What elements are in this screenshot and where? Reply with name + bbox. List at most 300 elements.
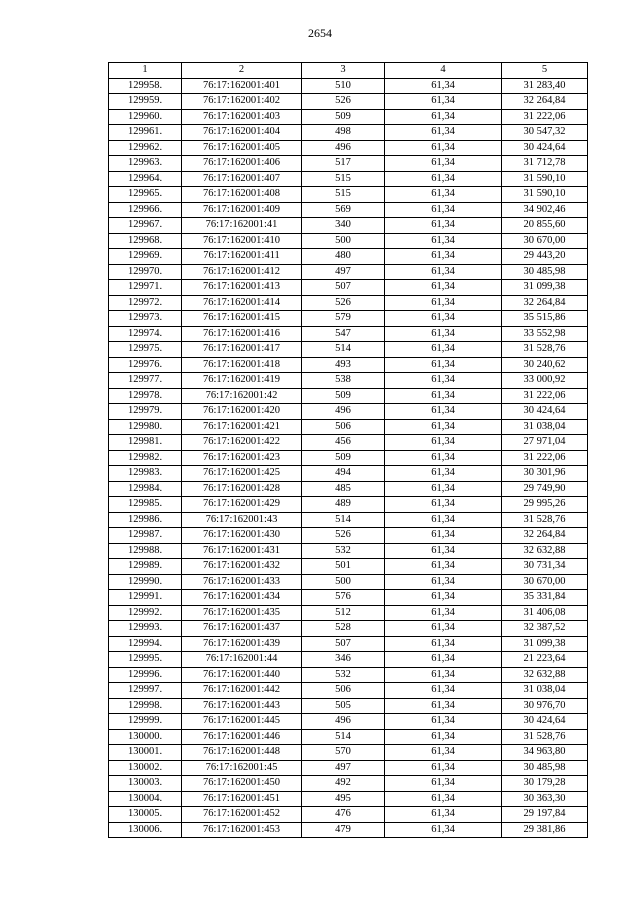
header-cell-2: 2: [182, 63, 302, 79]
cadastral-number-cell: 76:17:162001:408: [182, 187, 302, 203]
cadastral-number-cell: 76:17:162001:434: [182, 590, 302, 606]
table-row: [109, 295, 588, 311]
header-cell-5: 5: [502, 63, 588, 79]
row-number-cell: 130002.: [109, 760, 182, 776]
amount-cell: 29 443,20: [502, 249, 588, 265]
table-row: [109, 373, 588, 389]
cadastral-number-cell: 76:17:162001:453: [182, 822, 302, 838]
row-number-cell: 129982.: [109, 450, 182, 466]
area-cell: 506: [302, 419, 385, 435]
area-cell: 569: [302, 202, 385, 218]
rate-cell: 61,34: [385, 202, 502, 218]
table-row: [109, 745, 588, 761]
amount-cell: 30 424,64: [502, 404, 588, 420]
row-number-cell: 129968.: [109, 233, 182, 249]
amount-cell: 21 223,64: [502, 652, 588, 668]
area-cell: 532: [302, 667, 385, 683]
area-cell: 509: [302, 388, 385, 404]
table-row: [109, 342, 588, 358]
row-number-cell: 129987.: [109, 528, 182, 544]
amount-cell: 33 000,92: [502, 373, 588, 389]
rate-cell: 61,34: [385, 311, 502, 327]
area-cell: 495: [302, 791, 385, 807]
row-number-cell: 129986.: [109, 512, 182, 528]
area-cell: 505: [302, 698, 385, 714]
amount-cell: 35 331,84: [502, 590, 588, 606]
row-number-cell: 129996.: [109, 667, 182, 683]
area-cell: 510: [302, 78, 385, 94]
cadastral-number-cell: 76:17:162001:445: [182, 714, 302, 730]
header-cell-4: 4: [385, 63, 502, 79]
rate-cell: 61,34: [385, 636, 502, 652]
page-number: 2654: [308, 26, 332, 40]
rate-cell: 61,34: [385, 156, 502, 172]
row-number-cell: 129959.: [109, 94, 182, 110]
table-row: [109, 497, 588, 513]
table-row: [109, 605, 588, 621]
cadastral-number-cell: 76:17:162001:42: [182, 388, 302, 404]
table-row: [109, 450, 588, 466]
row-number-cell: 129977.: [109, 373, 182, 389]
table-row: [109, 683, 588, 699]
cadastral-number-cell: 76:17:162001:409: [182, 202, 302, 218]
row-number-cell: 129965.: [109, 187, 182, 203]
rate-cell: 61,34: [385, 326, 502, 342]
header-row: [109, 63, 588, 79]
table-body: [109, 78, 588, 838]
row-number-cell: 129971.: [109, 280, 182, 296]
cadastral-number-cell: 76:17:162001:418: [182, 357, 302, 373]
rate-cell: 61,34: [385, 590, 502, 606]
table-row: [109, 543, 588, 559]
amount-cell: 20 855,60: [502, 218, 588, 234]
row-number-cell: 130001.: [109, 745, 182, 761]
amount-cell: 31 283,40: [502, 78, 588, 94]
area-cell: 514: [302, 512, 385, 528]
rate-cell: 61,34: [385, 140, 502, 156]
data-table: [108, 62, 588, 838]
amount-cell: 32 264,84: [502, 528, 588, 544]
rate-cell: 61,34: [385, 218, 502, 234]
table-row: [109, 311, 588, 327]
area-cell: 547: [302, 326, 385, 342]
amount-cell: 31 099,38: [502, 280, 588, 296]
rate-cell: 61,34: [385, 776, 502, 792]
row-number-cell: 129994.: [109, 636, 182, 652]
amount-cell: 33 552,98: [502, 326, 588, 342]
area-cell: 538: [302, 373, 385, 389]
cadastral-number-cell: 76:17:162001:43: [182, 512, 302, 528]
table-row: [109, 590, 588, 606]
rate-cell: 61,34: [385, 78, 502, 94]
area-cell: 514: [302, 729, 385, 745]
rate-cell: 61,34: [385, 683, 502, 699]
amount-cell: 30 670,00: [502, 233, 588, 249]
table-row: [109, 822, 588, 838]
cadastral-number-cell: 76:17:162001:401: [182, 78, 302, 94]
rate-cell: 61,34: [385, 373, 502, 389]
row-number-cell: 129981.: [109, 435, 182, 451]
row-number-cell: 129961.: [109, 125, 182, 141]
row-number-cell: 129985.: [109, 497, 182, 513]
table-row: [109, 233, 588, 249]
rate-cell: 61,34: [385, 822, 502, 838]
cadastral-number-cell: 76:17:162001:415: [182, 311, 302, 327]
cadastral-number-cell: 76:17:162001:442: [182, 683, 302, 699]
area-cell: 497: [302, 760, 385, 776]
cadastral-number-cell: 76:17:162001:402: [182, 94, 302, 110]
rate-cell: 61,34: [385, 187, 502, 203]
area-cell: 496: [302, 404, 385, 420]
row-number-cell: 129984.: [109, 481, 182, 497]
area-cell: 456: [302, 435, 385, 451]
row-number-cell: 129998.: [109, 698, 182, 714]
row-number-cell: 129991.: [109, 590, 182, 606]
row-number-cell: 129976.: [109, 357, 182, 373]
area-cell: 526: [302, 295, 385, 311]
area-cell: 506: [302, 683, 385, 699]
table-row: [109, 171, 588, 187]
rate-cell: 61,34: [385, 264, 502, 280]
amount-cell: 29 749,90: [502, 481, 588, 497]
rate-cell: 61,34: [385, 745, 502, 761]
cadastral-number-cell: 76:17:162001:448: [182, 745, 302, 761]
rate-cell: 61,34: [385, 621, 502, 637]
area-cell: 570: [302, 745, 385, 761]
table-row: [109, 481, 588, 497]
area-cell: 476: [302, 807, 385, 823]
amount-cell: 30 179,28: [502, 776, 588, 792]
area-cell: 496: [302, 714, 385, 730]
area-cell: 496: [302, 140, 385, 156]
row-number-cell: 129983.: [109, 466, 182, 482]
amount-cell: 32 387,52: [502, 621, 588, 637]
cadastral-number-cell: 76:17:162001:430: [182, 528, 302, 544]
row-number-cell: 130003.: [109, 776, 182, 792]
table-row: [109, 249, 588, 265]
rate-cell: 61,34: [385, 481, 502, 497]
rate-cell: 61,34: [385, 388, 502, 404]
rate-cell: 61,34: [385, 109, 502, 125]
amount-cell: 34 902,46: [502, 202, 588, 218]
cadastral-number-cell: 76:17:162001:414: [182, 295, 302, 311]
amount-cell: 30 485,98: [502, 760, 588, 776]
table-row: [109, 714, 588, 730]
table-row: [109, 621, 588, 637]
amount-cell: 31 590,10: [502, 187, 588, 203]
table-row: [109, 729, 588, 745]
table-row: [109, 528, 588, 544]
table-row: [109, 760, 588, 776]
area-cell: 514: [302, 342, 385, 358]
amount-cell: 31 099,38: [502, 636, 588, 652]
rate-cell: 61,34: [385, 791, 502, 807]
amount-cell: 31 528,76: [502, 729, 588, 745]
cadastral-number-cell: 76:17:162001:423: [182, 450, 302, 466]
area-cell: 526: [302, 94, 385, 110]
table-row: [109, 218, 588, 234]
rate-cell: 61,34: [385, 559, 502, 575]
row-number-cell: 129964.: [109, 171, 182, 187]
cadastral-number-cell: 76:17:162001:446: [182, 729, 302, 745]
table-row: [109, 264, 588, 280]
area-cell: 528: [302, 621, 385, 637]
rate-cell: 61,34: [385, 295, 502, 311]
cadastral-number-cell: 76:17:162001:439: [182, 636, 302, 652]
cadastral-number-cell: 76:17:162001:44: [182, 652, 302, 668]
rate-cell: 61,34: [385, 698, 502, 714]
area-cell: 509: [302, 450, 385, 466]
amount-cell: 30 363,30: [502, 791, 588, 807]
area-cell: 512: [302, 605, 385, 621]
amount-cell: 31 222,06: [502, 388, 588, 404]
amount-cell: 32 264,84: [502, 94, 588, 110]
row-number-cell: 129990.: [109, 574, 182, 590]
rate-cell: 61,34: [385, 729, 502, 745]
rate-cell: 61,34: [385, 543, 502, 559]
amount-cell: 29 197,84: [502, 807, 588, 823]
amount-cell: 30 547,32: [502, 125, 588, 141]
cadastral-number-cell: 76:17:162001:429: [182, 497, 302, 513]
rate-cell: 61,34: [385, 94, 502, 110]
row-number-cell: 129980.: [109, 419, 182, 435]
rate-cell: 61,34: [385, 667, 502, 683]
cadastral-number-cell: 76:17:162001:417: [182, 342, 302, 358]
cadastral-number-cell: 76:17:162001:440: [182, 667, 302, 683]
row-number-cell: 129958.: [109, 78, 182, 94]
rate-cell: 61,34: [385, 357, 502, 373]
table-row: [109, 559, 588, 575]
table-row: [109, 156, 588, 172]
cadastral-number-cell: 76:17:162001:419: [182, 373, 302, 389]
rate-cell: 61,34: [385, 807, 502, 823]
row-number-cell: 129966.: [109, 202, 182, 218]
amount-cell: 31 712,78: [502, 156, 588, 172]
cadastral-number-cell: 76:17:162001:422: [182, 435, 302, 451]
row-number-cell: 129962.: [109, 140, 182, 156]
rate-cell: 61,34: [385, 171, 502, 187]
rate-cell: 61,34: [385, 125, 502, 141]
area-cell: 532: [302, 543, 385, 559]
cadastral-number-cell: 76:17:162001:432: [182, 559, 302, 575]
table-row: [109, 776, 588, 792]
amount-cell: 31 222,06: [502, 109, 588, 125]
header-cell-1: 1: [109, 63, 182, 79]
amount-cell: 30 485,98: [502, 264, 588, 280]
row-number-cell: 129978.: [109, 388, 182, 404]
area-cell: 493: [302, 357, 385, 373]
rate-cell: 61,34: [385, 280, 502, 296]
row-number-cell: 130006.: [109, 822, 182, 838]
cadastral-number-cell: 76:17:162001:41: [182, 218, 302, 234]
amount-cell: 32 632,88: [502, 667, 588, 683]
amount-cell: 30 424,64: [502, 140, 588, 156]
cadastral-number-cell: 76:17:162001:433: [182, 574, 302, 590]
amount-cell: 30 424,64: [502, 714, 588, 730]
amount-cell: 31 590,10: [502, 171, 588, 187]
rate-cell: 61,34: [385, 528, 502, 544]
amount-cell: 31 406,08: [502, 605, 588, 621]
table-row: [109, 791, 588, 807]
cadastral-number-cell: 76:17:162001:412: [182, 264, 302, 280]
table-row: [109, 636, 588, 652]
cadastral-number-cell: 76:17:162001:435: [182, 605, 302, 621]
area-cell: 509: [302, 109, 385, 125]
row-number-cell: 129960.: [109, 109, 182, 125]
table-row: [109, 698, 588, 714]
table-header: [109, 63, 588, 79]
table-row: [109, 435, 588, 451]
rate-cell: 61,34: [385, 404, 502, 420]
table-row: [109, 574, 588, 590]
table-row: [109, 94, 588, 110]
amount-cell: 29 995,26: [502, 497, 588, 513]
row-number-cell: 129992.: [109, 605, 182, 621]
area-cell: 498: [302, 125, 385, 141]
cadastral-number-cell: 76:17:162001:416: [182, 326, 302, 342]
area-cell: 492: [302, 776, 385, 792]
area-cell: 517: [302, 156, 385, 172]
area-cell: 500: [302, 574, 385, 590]
rate-cell: 61,34: [385, 435, 502, 451]
header-cell-3: 3: [302, 63, 385, 79]
area-cell: 526: [302, 528, 385, 544]
cadastral-number-cell: 76:17:162001:437: [182, 621, 302, 637]
rate-cell: 61,34: [385, 419, 502, 435]
cadastral-number-cell: 76:17:162001:425: [182, 466, 302, 482]
rate-cell: 61,34: [385, 652, 502, 668]
row-number-cell: 129979.: [109, 404, 182, 420]
table-row: [109, 78, 588, 94]
row-number-cell: 129963.: [109, 156, 182, 172]
row-number-cell: 129969.: [109, 249, 182, 265]
row-number-cell: 129972.: [109, 295, 182, 311]
cadastral-number-cell: 76:17:162001:421: [182, 419, 302, 435]
table-row: [109, 652, 588, 668]
amount-cell: 30 240,62: [502, 357, 588, 373]
table-row: [109, 326, 588, 342]
row-number-cell: 130005.: [109, 807, 182, 823]
area-cell: 507: [302, 280, 385, 296]
area-cell: 479: [302, 822, 385, 838]
rate-cell: 61,34: [385, 574, 502, 590]
row-number-cell: 129974.: [109, 326, 182, 342]
table-row: [109, 140, 588, 156]
area-cell: 340: [302, 218, 385, 234]
area-cell: 507: [302, 636, 385, 652]
cadastral-number-cell: 76:17:162001:450: [182, 776, 302, 792]
amount-cell: 32 632,88: [502, 543, 588, 559]
row-number-cell: 129989.: [109, 559, 182, 575]
row-number-cell: 129967.: [109, 218, 182, 234]
area-cell: 515: [302, 171, 385, 187]
amount-cell: 31 528,76: [502, 512, 588, 528]
table-row: [109, 388, 588, 404]
cadastral-number-cell: 76:17:162001:452: [182, 807, 302, 823]
row-number-cell: 129995.: [109, 652, 182, 668]
rate-cell: 61,34: [385, 342, 502, 358]
area-cell: 346: [302, 652, 385, 668]
area-cell: 579: [302, 311, 385, 327]
rate-cell: 61,34: [385, 249, 502, 265]
row-number-cell: 129975.: [109, 342, 182, 358]
cadastral-number-cell: 76:17:162001:406: [182, 156, 302, 172]
table-row: [109, 202, 588, 218]
rate-cell: 61,34: [385, 466, 502, 482]
area-cell: 497: [302, 264, 385, 280]
table-row: [109, 667, 588, 683]
row-number-cell: 130000.: [109, 729, 182, 745]
amount-cell: 32 264,84: [502, 295, 588, 311]
table-row: [109, 512, 588, 528]
row-number-cell: 130004.: [109, 791, 182, 807]
area-cell: 480: [302, 249, 385, 265]
rate-cell: 61,34: [385, 605, 502, 621]
amount-cell: 30 301,96: [502, 466, 588, 482]
cadastral-number-cell: 76:17:162001:404: [182, 125, 302, 141]
amount-cell: 31 528,76: [502, 342, 588, 358]
cadastral-number-cell: 76:17:162001:431: [182, 543, 302, 559]
area-cell: 489: [302, 497, 385, 513]
amount-cell: 30 670,00: [502, 574, 588, 590]
amount-cell: 31 222,06: [502, 450, 588, 466]
amount-cell: 27 971,04: [502, 435, 588, 451]
rate-cell: 61,34: [385, 450, 502, 466]
amount-cell: 31 038,04: [502, 683, 588, 699]
area-cell: 515: [302, 187, 385, 203]
cadastral-number-cell: 76:17:162001:45: [182, 760, 302, 776]
cadastral-number-cell: 76:17:162001:411: [182, 249, 302, 265]
rate-cell: 61,34: [385, 497, 502, 513]
amount-cell: 35 515,86: [502, 311, 588, 327]
rate-cell: 61,34: [385, 512, 502, 528]
amount-cell: 30 731,34: [502, 559, 588, 575]
table-row: [109, 109, 588, 125]
amount-cell: 34 963,80: [502, 745, 588, 761]
table-row: [109, 280, 588, 296]
cadastral-number-cell: 76:17:162001:405: [182, 140, 302, 156]
table-row: [109, 466, 588, 482]
table-row: [109, 419, 588, 435]
amount-cell: 29 381,86: [502, 822, 588, 838]
cadastral-number-cell: 76:17:162001:428: [182, 481, 302, 497]
row-number-cell: 129970.: [109, 264, 182, 280]
amount-cell: 30 976,70: [502, 698, 588, 714]
table-row: [109, 125, 588, 141]
row-number-cell: 129988.: [109, 543, 182, 559]
cadastral-number-cell: 76:17:162001:403: [182, 109, 302, 125]
cadastral-number-cell: 76:17:162001:443: [182, 698, 302, 714]
area-cell: 494: [302, 466, 385, 482]
row-number-cell: 129973.: [109, 311, 182, 327]
cadastral-number-cell: 76:17:162001:420: [182, 404, 302, 420]
table-row: [109, 404, 588, 420]
table-row: [109, 187, 588, 203]
cadastral-number-cell: 76:17:162001:407: [182, 171, 302, 187]
cadastral-number-cell: 76:17:162001:410: [182, 233, 302, 249]
amount-cell: 31 038,04: [502, 419, 588, 435]
cadastral-number-cell: 76:17:162001:413: [182, 280, 302, 296]
rate-cell: 61,34: [385, 714, 502, 730]
area-cell: 485: [302, 481, 385, 497]
cadastral-number-cell: 76:17:162001:451: [182, 791, 302, 807]
row-number-cell: 129997.: [109, 683, 182, 699]
rate-cell: 61,34: [385, 760, 502, 776]
rate-cell: 61,34: [385, 233, 502, 249]
area-cell: 500: [302, 233, 385, 249]
row-number-cell: 129999.: [109, 714, 182, 730]
area-cell: 501: [302, 559, 385, 575]
